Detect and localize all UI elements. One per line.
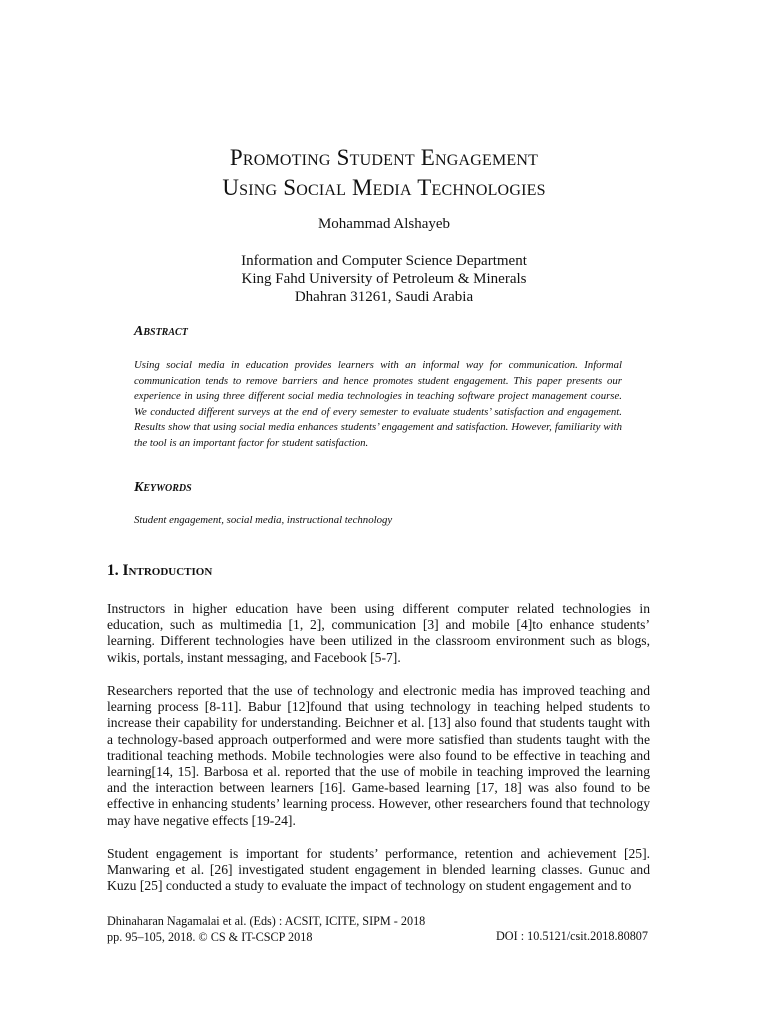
footer-citation bbox=[107, 913, 425, 945]
affiliation-address: Dhahran 31261, Saudi Arabia bbox=[294, 289, 474, 305]
footer-pages-copyright: pp. 95–105, 2018. © CS & IT-CSCP 2018 bbox=[107, 930, 313, 944]
affiliation-department: Information and Computer Science Department bbox=[241, 253, 527, 269]
affiliation-university: King Fahd University of Petroleum & Minerals bbox=[241, 271, 527, 287]
paper-title bbox=[0, 143, 768, 203]
title-line-1: Promoting Student Engagement bbox=[229, 145, 539, 170]
intro-paragraph-2: Researchers reported that the use of technology and electronic media has improved teaching and learning process [8-11]. Babur [12]found that using technology in teaching helped students to increase their capability for understanding. Beichner et al. [13] also found that students taught with a technology-based approach outperformed and were more satisfied than students taught with the traditional teaching methods. Mobile technologies were also found to be effective in teaching and learning[14, 15]. Barbosa et al. reported that the use of mobile in teaching improved the learning and the interaction between learners [16]. Game-based learning [17, 18] was also found to be effective in enhancing students’ learning process. However, other researchers found that technology may have negative effects [19-24]. bbox=[107, 683, 650, 828]
abstract-heading: Abstract bbox=[134, 324, 188, 339]
footer-editors: Dhinaharan Nagamalai et al. (Eds) : ACSIT, ICITE, SIPM - 2018 bbox=[107, 914, 426, 928]
footer-doi: DOI : 10.5121/csit.2018.80807 bbox=[496, 929, 648, 943]
keywords-text: Student engagement, social media, instructional technology bbox=[134, 514, 393, 526]
abstract-text: Using social media in education provides learners with an informal way for communication. Informal communication tends to remove barriers and hence promotes student engagement. This paper presents our experience in using three different social media technologies in teaching software project management course. We conducted different surveys at the end of every semester to evaluate students’ satisfaction and engagement. Results show that using social media enhances students’ engagement and satisfaction. However, familiarity with the tool is an important factor for student satisfaction. bbox=[134, 359, 622, 449]
title-line-2: Using Social Media Technologies bbox=[222, 175, 546, 200]
intro-paragraph-1: Instructors in higher education have been using different computer related technologies in education, such as multimedia [1, 2], communication [3] and mobile [4]to enhance students’ learning. Different technologies have been utilized in the classroom environment such as blogs, wikis, portals, instant messaging, and Facebook [5-7]. bbox=[107, 601, 650, 665]
intro-paragraph-3: Student engagement is important for students’ performance, retention and achievement [25]. Manwaring et al. [26] investigated student engagement in blended learning classes. Gunuc and Kuzu [25] conducted a study to evaluate the impact of technology on student engagement and to bbox=[107, 846, 650, 894]
author-name: Mohammad Alshayeb bbox=[317, 216, 451, 232]
keywords-heading: Keywords bbox=[134, 480, 192, 495]
introduction-heading: 1. Introduction bbox=[107, 562, 213, 579]
affiliation bbox=[0, 252, 768, 306]
